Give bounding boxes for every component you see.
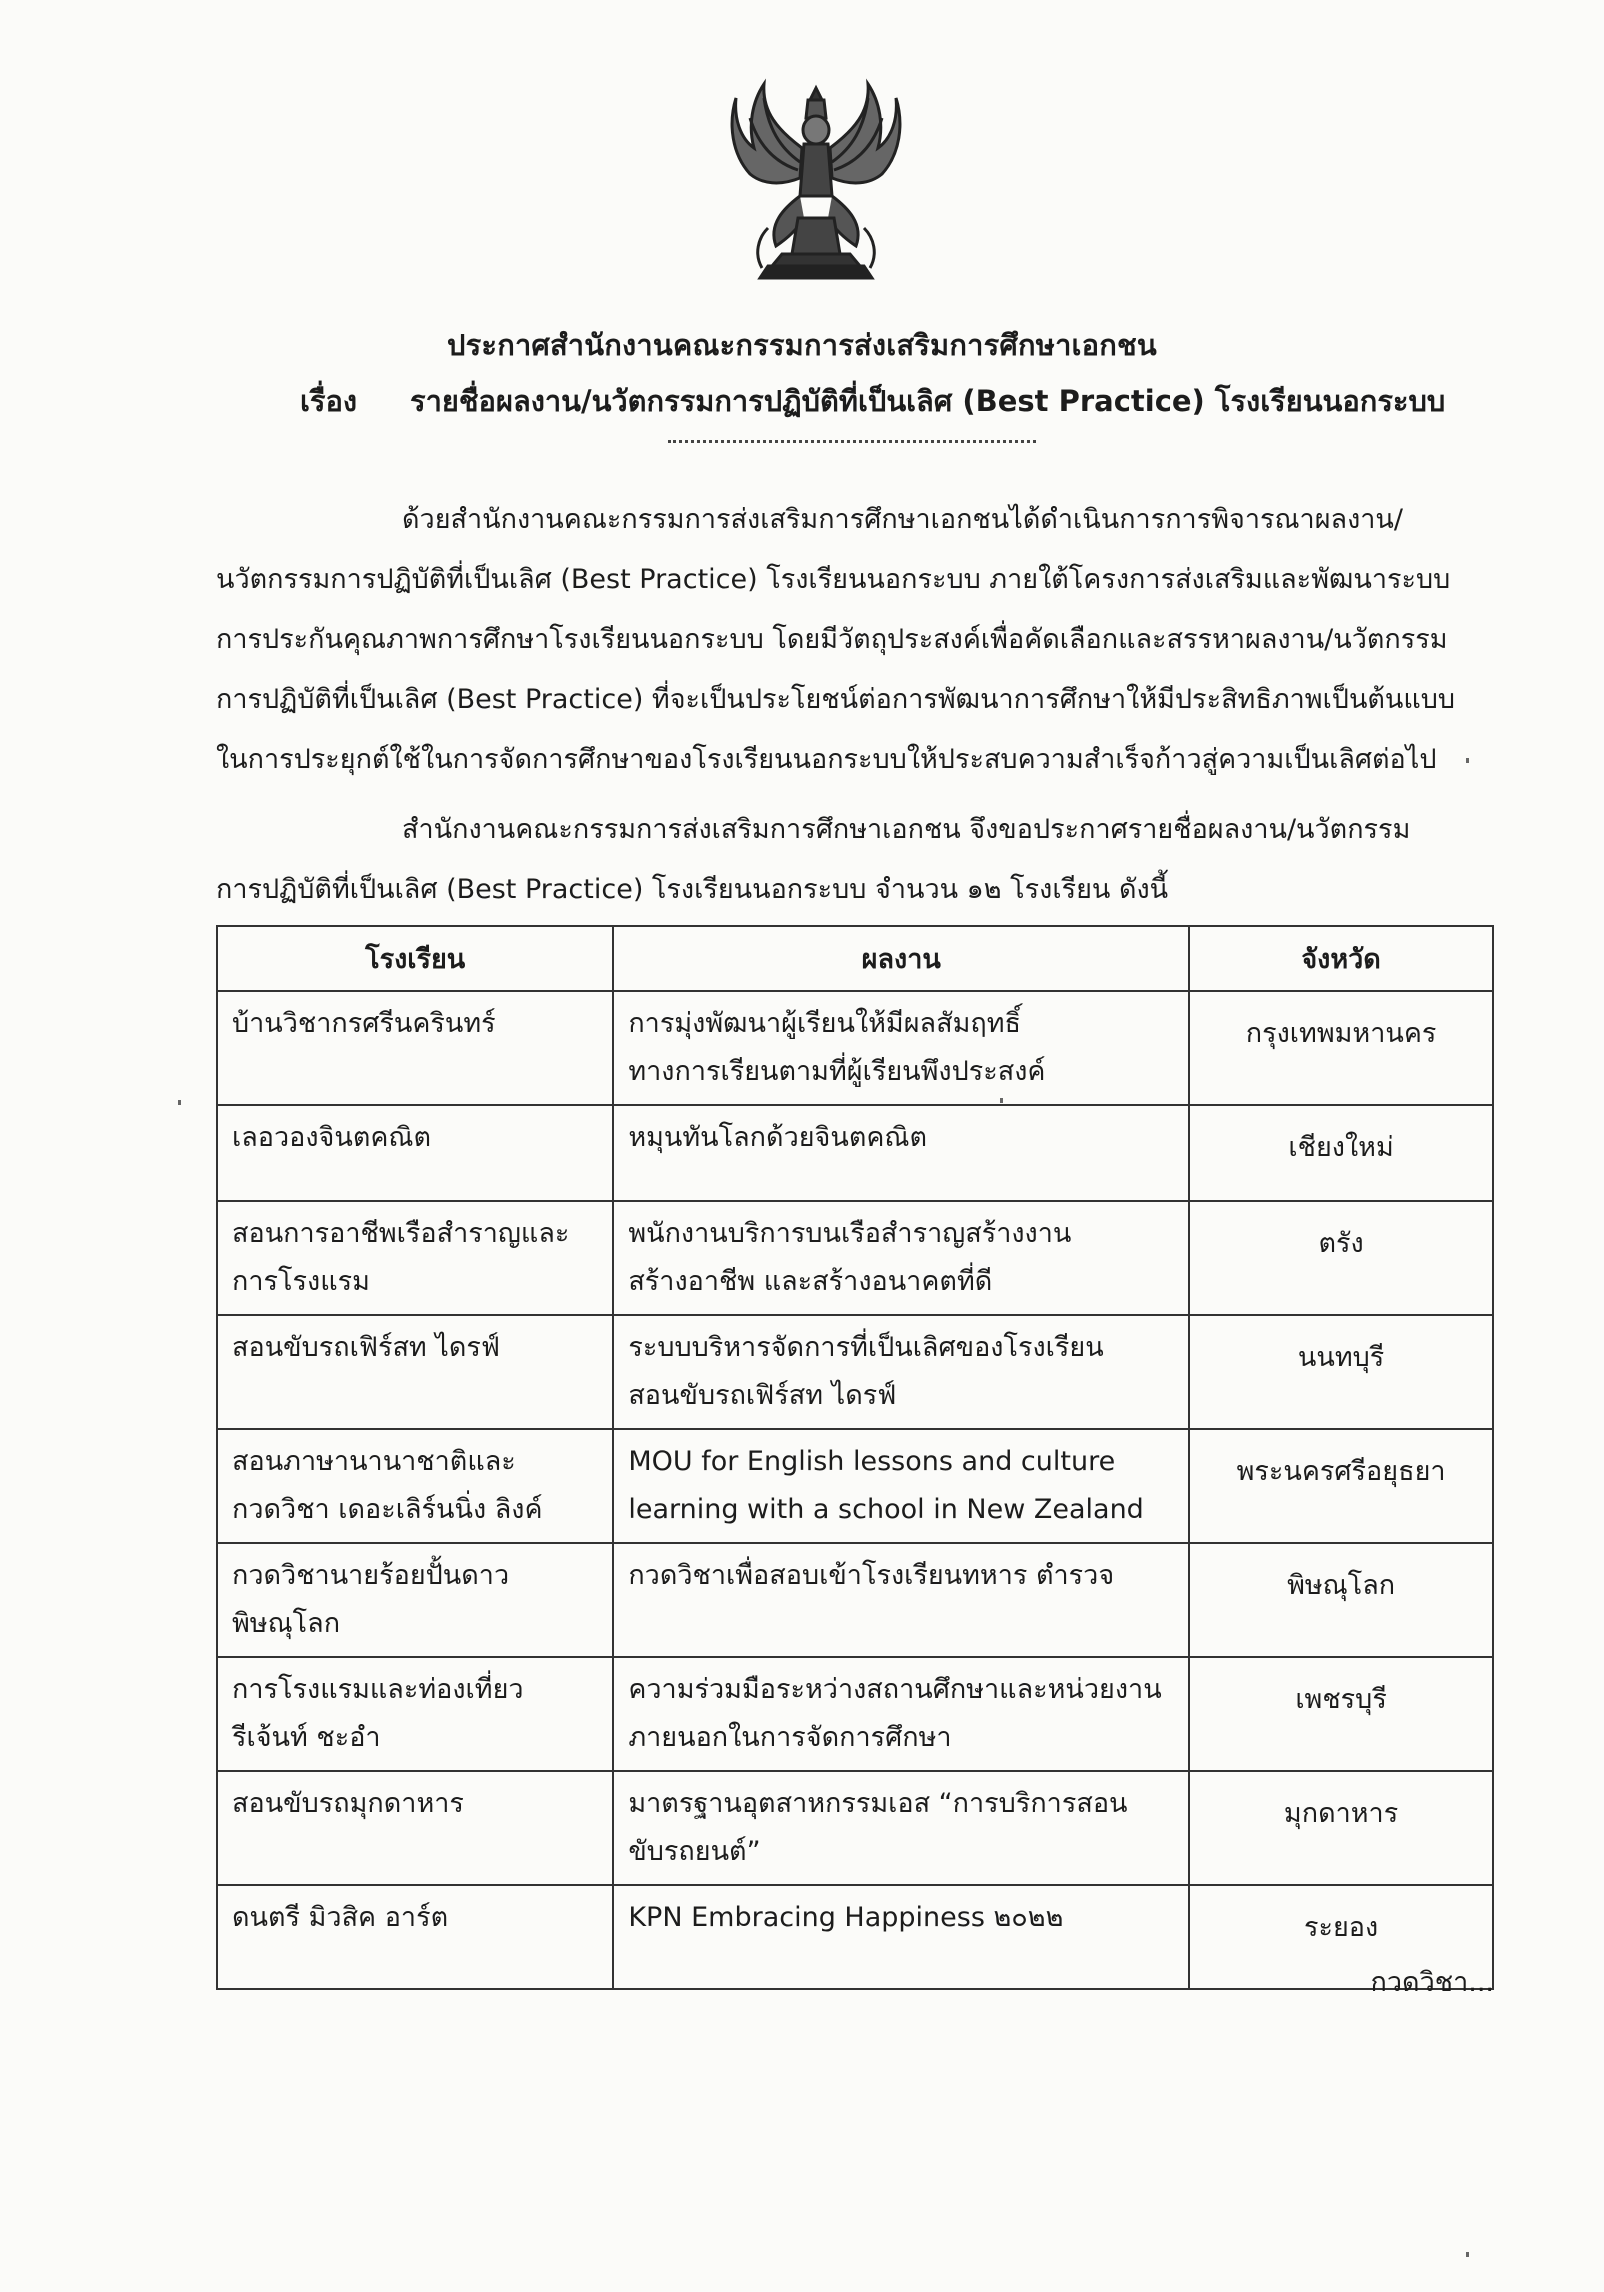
cell-line: MOU for English lessons and culture <box>628 1446 1116 1477</box>
cell-line: สอนขับรถเฟิร์สท ไดรฟ์ <box>628 1380 897 1411</box>
cell-line: สอนขับรถมุกดาหาร <box>232 1788 464 1819</box>
paragraph-line: สำนักงานคณะกรรมการส่งเสริมการศึกษาเอกชน จึงขอประกาศรายชื่อผลงาน/นวัตกรรม <box>402 814 1411 845</box>
header-school: โรงเรียน <box>217 926 613 991</box>
paragraph-line: ในการประยุกต์ใช้ในการจัดการศึกษาของโรงเรียนนอกระบบให้ประสบความสำเร็จก้าวสู่ความเป็นเลิศต่อไป <box>216 744 1437 775</box>
table-row <box>217 1201 1493 1315</box>
work-cell <box>613 1201 1189 1315</box>
cell-line: พนักงานบริการบนเรือสำราญสร้างงาน <box>628 1218 1072 1249</box>
cell-line: การโรงแรมและท่องเที่ยว <box>232 1674 524 1705</box>
school-cell <box>217 991 613 1105</box>
work-cell <box>613 1885 1189 1989</box>
work-cell <box>613 1543 1189 1657</box>
scan-speck <box>1466 2252 1469 2257</box>
work-cell <box>613 1429 1189 1543</box>
table-header-row <box>217 926 1493 991</box>
school-cell <box>217 1885 613 1989</box>
cell-line: สอนขับรถเฟิร์สท ไดรฟ์ <box>232 1332 501 1363</box>
school-cell <box>217 1201 613 1315</box>
intro-paragraph <box>216 490 1496 790</box>
table-row <box>217 1885 1493 1989</box>
work-cell <box>613 1105 1189 1201</box>
table-row <box>217 1315 1493 1429</box>
cell-line: รีเจ้นท์ ชะอำ <box>232 1722 381 1753</box>
school-cell <box>217 1657 613 1771</box>
school-cell <box>217 1543 613 1657</box>
cell-line: พิษณุโลก <box>232 1608 341 1639</box>
school-cell <box>217 1771 613 1885</box>
work-cell <box>613 991 1189 1105</box>
cell-line: ภายนอกในการจัดการศึกษา <box>628 1722 952 1753</box>
cell-line: ขับรถยนต์” <box>628 1836 761 1867</box>
cell-line: เลอวองจินตคณิต <box>232 1122 432 1153</box>
paragraph-line: การประกันคุณภาพการศึกษาโรงเรียนนอกระบบ โดยมีวัตถุประสงค์เพื่อคัดเลือกและสรรหาผลงาน/นวัตกรรม <box>216 624 1448 655</box>
province-cell: ตรัง <box>1189 1201 1493 1315</box>
cell-line: สอนภาษานานาชาติและ <box>232 1446 516 1477</box>
province-cell: เพชรบุรี <box>1189 1657 1493 1771</box>
cell-line: ดนตรี มิวสิค อาร์ต <box>232 1902 449 1933</box>
cell-line: สอนการอาชีพเรือสำราญและ <box>232 1218 570 1249</box>
scan-speck <box>1000 1098 1003 1103</box>
cell-line: กวดวิชาเพื่อสอบเข้าโรงเรียนทหาร ตำรวจ <box>628 1560 1115 1591</box>
header-work: ผลงาน <box>613 926 1189 991</box>
cell-line: การโรงแรม <box>232 1266 370 1297</box>
province-cell: มุกดาหาร <box>1189 1771 1493 1885</box>
cell-line: ทางการเรียนตามที่ผู้เรียนพึงประสงค์ <box>628 1056 1046 1087</box>
school-cell <box>217 1315 613 1429</box>
cell-line: กวดวิชานายร้อยปั้นดาว <box>232 1560 510 1591</box>
garuda-emblem-icon <box>728 78 904 284</box>
province-cell: เชียงใหม่ <box>1189 1105 1493 1201</box>
cell-line: หมุนทันโลกด้วยจินตคณิต <box>628 1122 928 1153</box>
table-row <box>217 1543 1493 1657</box>
table-row <box>217 991 1493 1105</box>
subject-label: เรื่อง <box>300 384 358 418</box>
table-row <box>217 1429 1493 1543</box>
province-cell: กรุงเทพมหานคร <box>1189 991 1493 1105</box>
cell-line: มาตรฐานอุตสาหกรรมเอส “การบริการสอน <box>628 1788 1128 1819</box>
cell-line: ความร่วมมือระหว่างสถานศึกษาและหน่วยงาน <box>628 1674 1162 1705</box>
paragraph-line: การปฏิบัติที่เป็นเลิศ (Best Practice) โรงเรียนนอกระบบ จำนวน ๑๒ โรงเรียน ดังนี้ <box>216 874 1169 905</box>
cell-line: สร้างอาชีพ และสร้างอนาคตที่ดี <box>628 1266 993 1297</box>
province-cell: นนทบุรี <box>1189 1315 1493 1429</box>
dotted-separator <box>668 440 1036 443</box>
scan-speck <box>1466 758 1469 763</box>
province-cell: พระนครศรีอยุธยา <box>1189 1429 1493 1543</box>
cell-line: การมุ่งพัฒนาผู้เรียนให้มีผลสัมฤทธิ์ <box>628 1008 1022 1039</box>
scan-speck <box>178 1100 181 1105</box>
school-cell <box>217 1429 613 1543</box>
paragraph-line: นวัตกรรมการปฏิบัติที่เป็นเลิศ (Best Practice) โรงเรียนนอกระบบ ภายใต้โครงการส่งเสริมและพัฒนาระบบ <box>216 564 1451 595</box>
table-row <box>217 1771 1493 1885</box>
work-cell <box>613 1315 1189 1429</box>
cell-line: ระบบบริหารจัดการที่เป็นเลิศของโรงเรียน <box>628 1332 1104 1363</box>
cell-line: บ้านวิชากรศรีนครินทร์ <box>232 1008 496 1039</box>
province-cell: พิษณุโลก <box>1189 1543 1493 1657</box>
province-cell: ระยอง <box>1189 1885 1493 1989</box>
continuation-marker: กวดวิชา... <box>1370 1967 1494 1998</box>
cell-line: กวดวิชา เดอะเลิร์นนิ่ง ลิงค์ <box>232 1494 543 1525</box>
header-province: จังหวัด <box>1189 926 1493 991</box>
work-cell <box>613 1657 1189 1771</box>
announcement-paragraph <box>216 800 1496 920</box>
cell-line: KPN Embracing Happiness ๒๐๒๒ <box>628 1902 1064 1933</box>
announcement-title: ประกาศสำนักงานคณะกรรมการส่งเสริมการศึกษาเอกชน <box>447 328 1157 362</box>
best-practice-table <box>216 925 1494 1990</box>
paragraph-line: การปฏิบัติที่เป็นเลิศ (Best Practice) ที่จะเป็นประโยชน์ต่อการพัฒนาการศึกษาให้มีประสิทธิภาพเป็นต้นแบบ <box>216 684 1456 715</box>
cell-line: learning with a school in New Zealand <box>628 1494 1144 1525</box>
table-row <box>217 1105 1493 1201</box>
table-row <box>217 1657 1493 1771</box>
school-cell <box>217 1105 613 1201</box>
subject-text: รายชื่อผลงาน/นวัตกรรมการปฏิบัติที่เป็นเลิศ (Best Practice) โรงเรียนนอกระบบ <box>410 384 1446 418</box>
paragraph-line: ด้วยสำนักงานคณะกรรมการส่งเสริมการศึกษาเอกชนได้ดำเนินการการพิจารณาผลงาน/ <box>402 504 1403 535</box>
work-cell <box>613 1771 1189 1885</box>
